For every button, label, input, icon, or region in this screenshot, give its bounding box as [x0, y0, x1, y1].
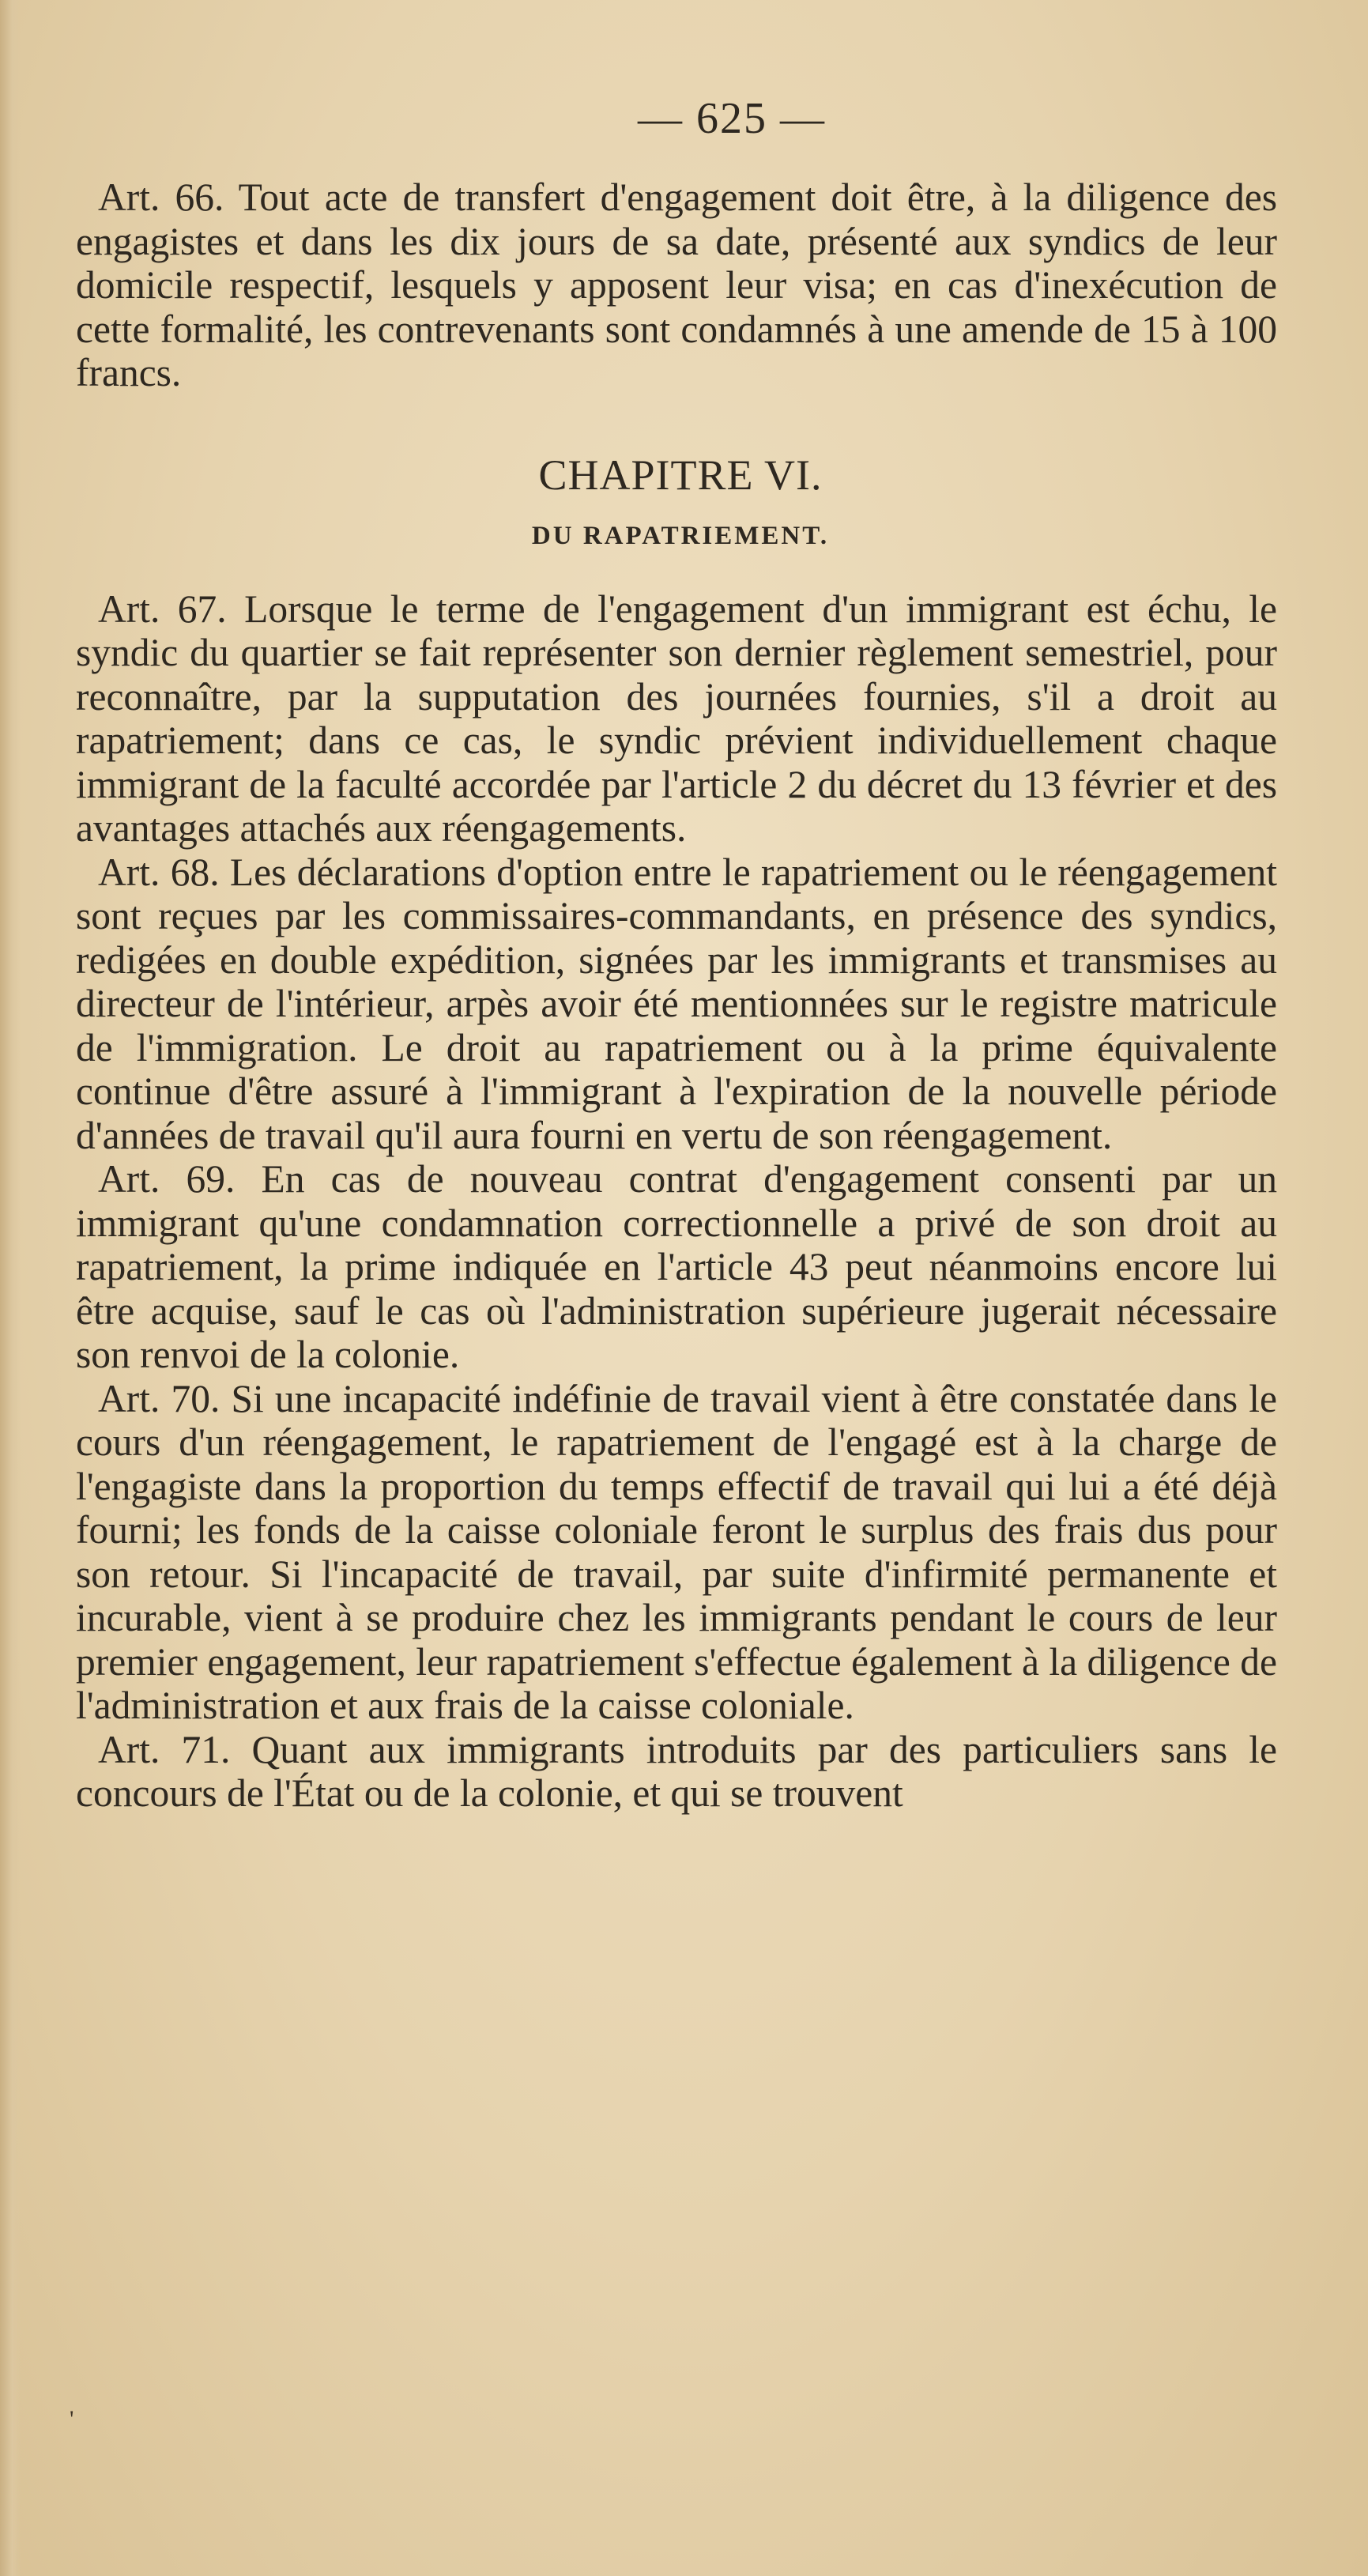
article-71: Art. 71. Quant aux immigrants introduits par des particuliers sans le concours de l'État ou de la colonie, et qui se trouvent	[76, 1727, 1277, 1815]
page-number: — 625 —	[638, 94, 826, 143]
article-69: Art. 69. En cas de nouveau contrat d'engagement consenti par un immigrant qu'une condamnation correctionnelle a privé de son droit au rapatriement, la prime indiquée en l'article 43 peut néanmoins encore lui être acquise, sauf le cas où l'administration supérieure jugerait nécessaire son renvoi de la colonie.	[76, 1157, 1277, 1376]
chapter-title: CHAPITRE VI.	[538, 451, 823, 499]
article-68: Art. 68. Les déclarations d'option entre le rapatriement ou le réengagement sont reçues par les commissaires-commandants, en présence des syndics, redigées en double expédition, signées par les immigrants et transmises au directeur de l'intérieur, arpès avoir été mentionnées sur le registre matricule de l'immigration. Le droit au rapatriement ou à la prime équivalente continue d'être assuré à l'immigrant à l'expiration de la nouvelle période d'années de travail qu'il aura fourni en vertu de son réengagement.	[76, 850, 1277, 1157]
document-page	[76, 93, 1277, 1816]
article-67: Art. 67. Lorsque le terme de l'engagement d'un immigrant est échu, le syndic du quartier se fait représenter son dernier règlement semestriel, pour reconnaître, par la supputation des journées fournies, s'il a droit au rapatriement; dans ce cas, le syndic prévient individuellement chaque immigrant de la faculté accordée par l'article 2 du décret du 13 février et des avantages attachés aux réengagements.	[76, 586, 1277, 850]
article-70: Art. 70. Si une incapacité indéfinie de travail vient à être constatée dans le cours d'un réengagement, le rapatriement de l'engagé est à la charge de l'engagiste dans la proportion du temps effectif de travail qui lui a été déjà fourni; les fonds de la caisse coloniale feront le surplus des frais dus pour son retour. Si l'incapacité de travail, par suite d'infirmité permanente et incurable, vient à se produire chez les immigrants pendant le cours de leur premier engagement, leur rapatriement s'effectue également à la diligence de l'administration et aux frais de la caisse coloniale.	[76, 1376, 1277, 1727]
stray-ink-mark: '	[70, 2406, 74, 2432]
chapter-subtitle: DU RAPATRIEMENT.	[531, 521, 830, 550]
article-66: Art. 66. Tout acte de transfert d'engagement doit être, à la diligence des engagistes et dans les dix jours de sa date, présenté aux syndics de leur domicile respectif, lesquels y apposent leur visa; en cas d'inexécution de cette formalité, les contrevenants sont condamnés à une amende de 15 à 100 francs.	[76, 175, 1277, 394]
page-left-edge-shadow	[0, 0, 21, 2576]
